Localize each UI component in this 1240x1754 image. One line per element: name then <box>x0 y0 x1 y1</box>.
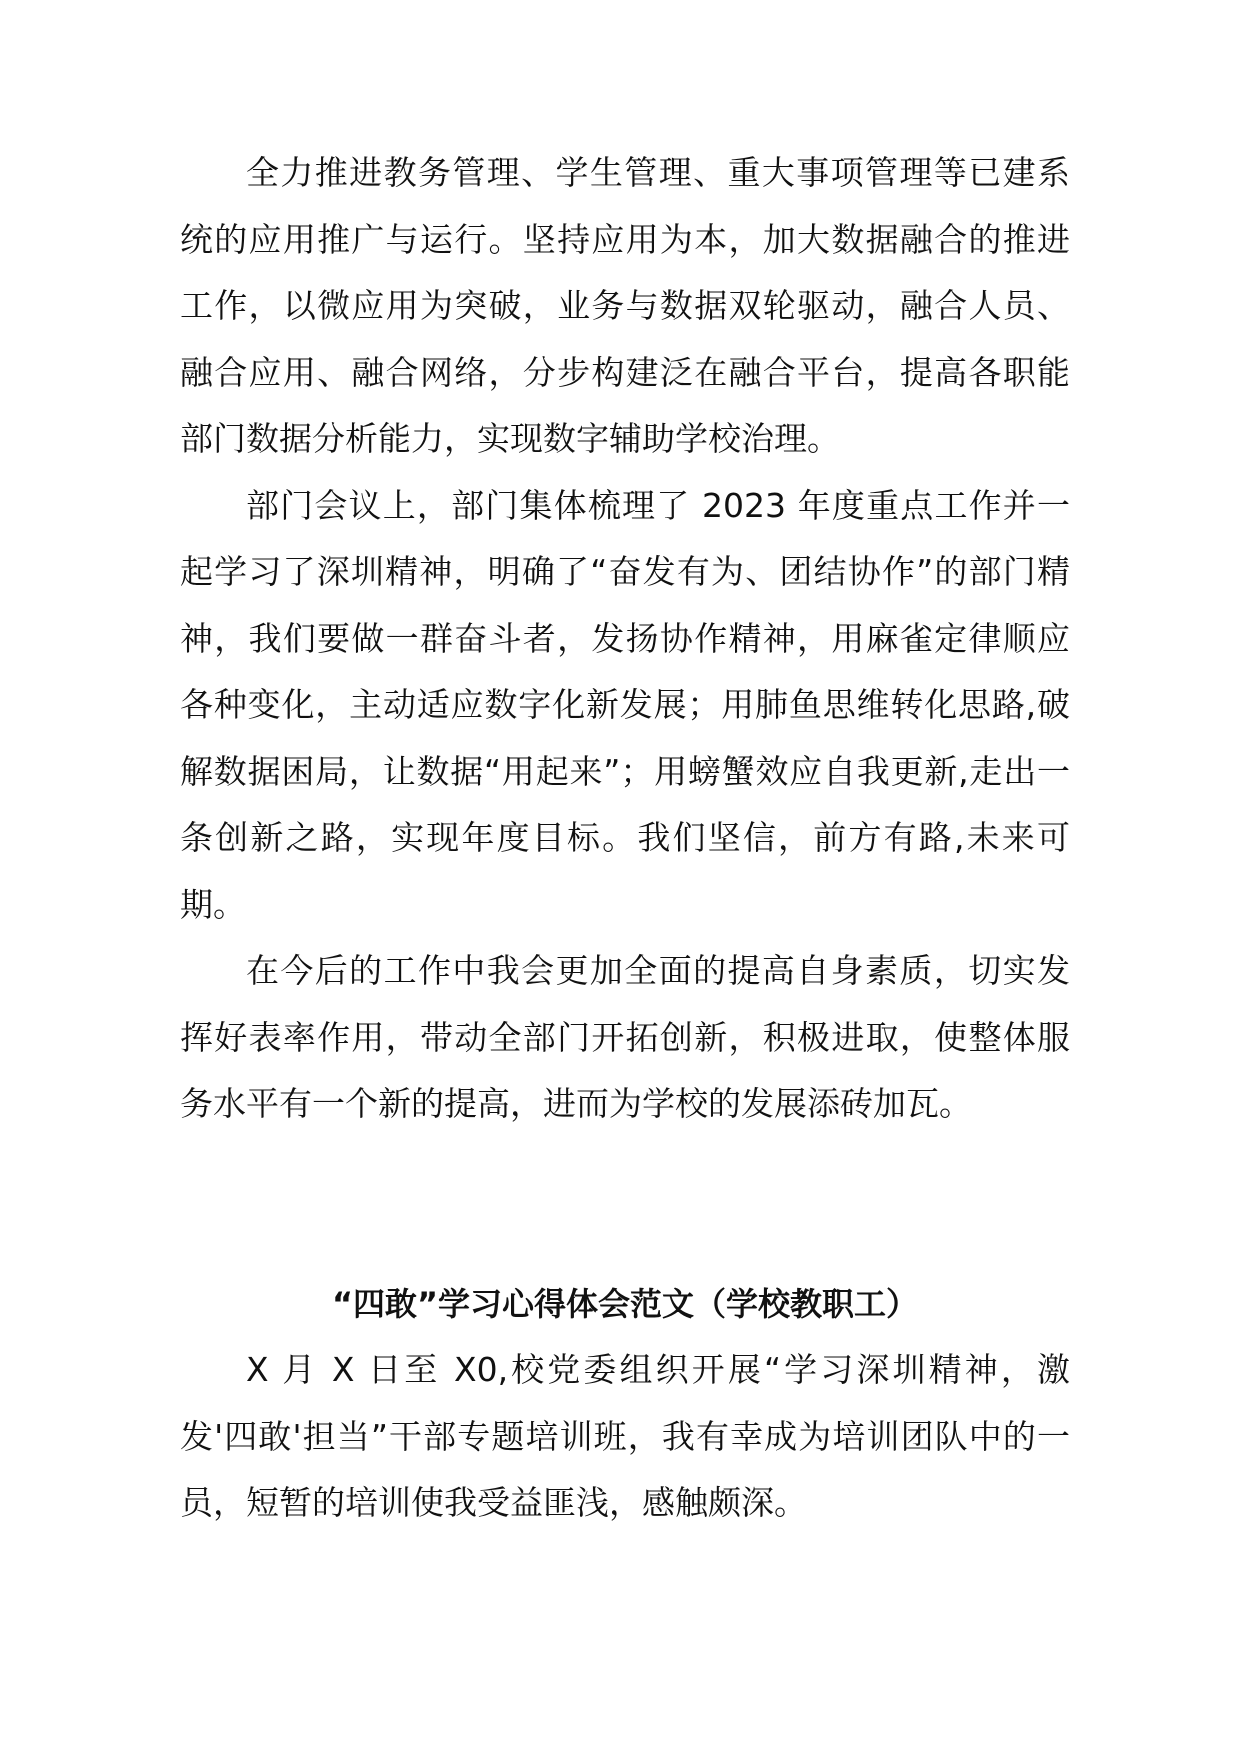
section-title: “四敢”学习心得体会范文（学校教职工） <box>331 1284 919 1323</box>
paragraph-future-work: 在今后的工作中我会更加全面的提高自身素质，切实发挥好表率作用，带动全部门开拓创新，积极进取，使整体服务水平有一个新的提高，进而为学校的发展添砖加瓦。 <box>180 951 1070 1123</box>
paragraph-training-intro: X 月 X 日至 X0,校党委组织开展“学习深圳精神，激发'四敢'担当”干部专题培训班，我有幸成为培训团队中的一员，短暂的培训使我受益匪浅，感触颇深。 <box>180 1350 1070 1522</box>
document-body <box>180 140 1070 1537</box>
paragraph-department-meeting: 部门会议上，部门集体梳理了 2023 年度重点工作并一起学习了深圳精神，明确了“奋发有为、团结协作”的部门精神，我们要做一群奋斗者，发扬协作精神，用麻雀定律顺应各种变化，主动适应数字化新发展；用肺鱼思维转化思路,破解数据困局，让数据“用起来”；用螃蟹效应自我更新,走出一条创新之路，实现年度目标。我们坚信，前方有路,未来可期。 <box>180 485 1070 924</box>
section-spacer <box>180 1138 1070 1271</box>
paragraph-digital-governance: 全力推进教务管理、学生管理、重大事项管理等已建系统的应用推广与运行。坚持应用为本，加大数据融合的推进工作，以微应用为突破，业务与数据双轮驱动，融合人员、融合应用、融合网络，分步构建泛在融合平台，提高各职能部门数据分析能力，实现数字辅助学校治理。 <box>180 153 1070 458</box>
